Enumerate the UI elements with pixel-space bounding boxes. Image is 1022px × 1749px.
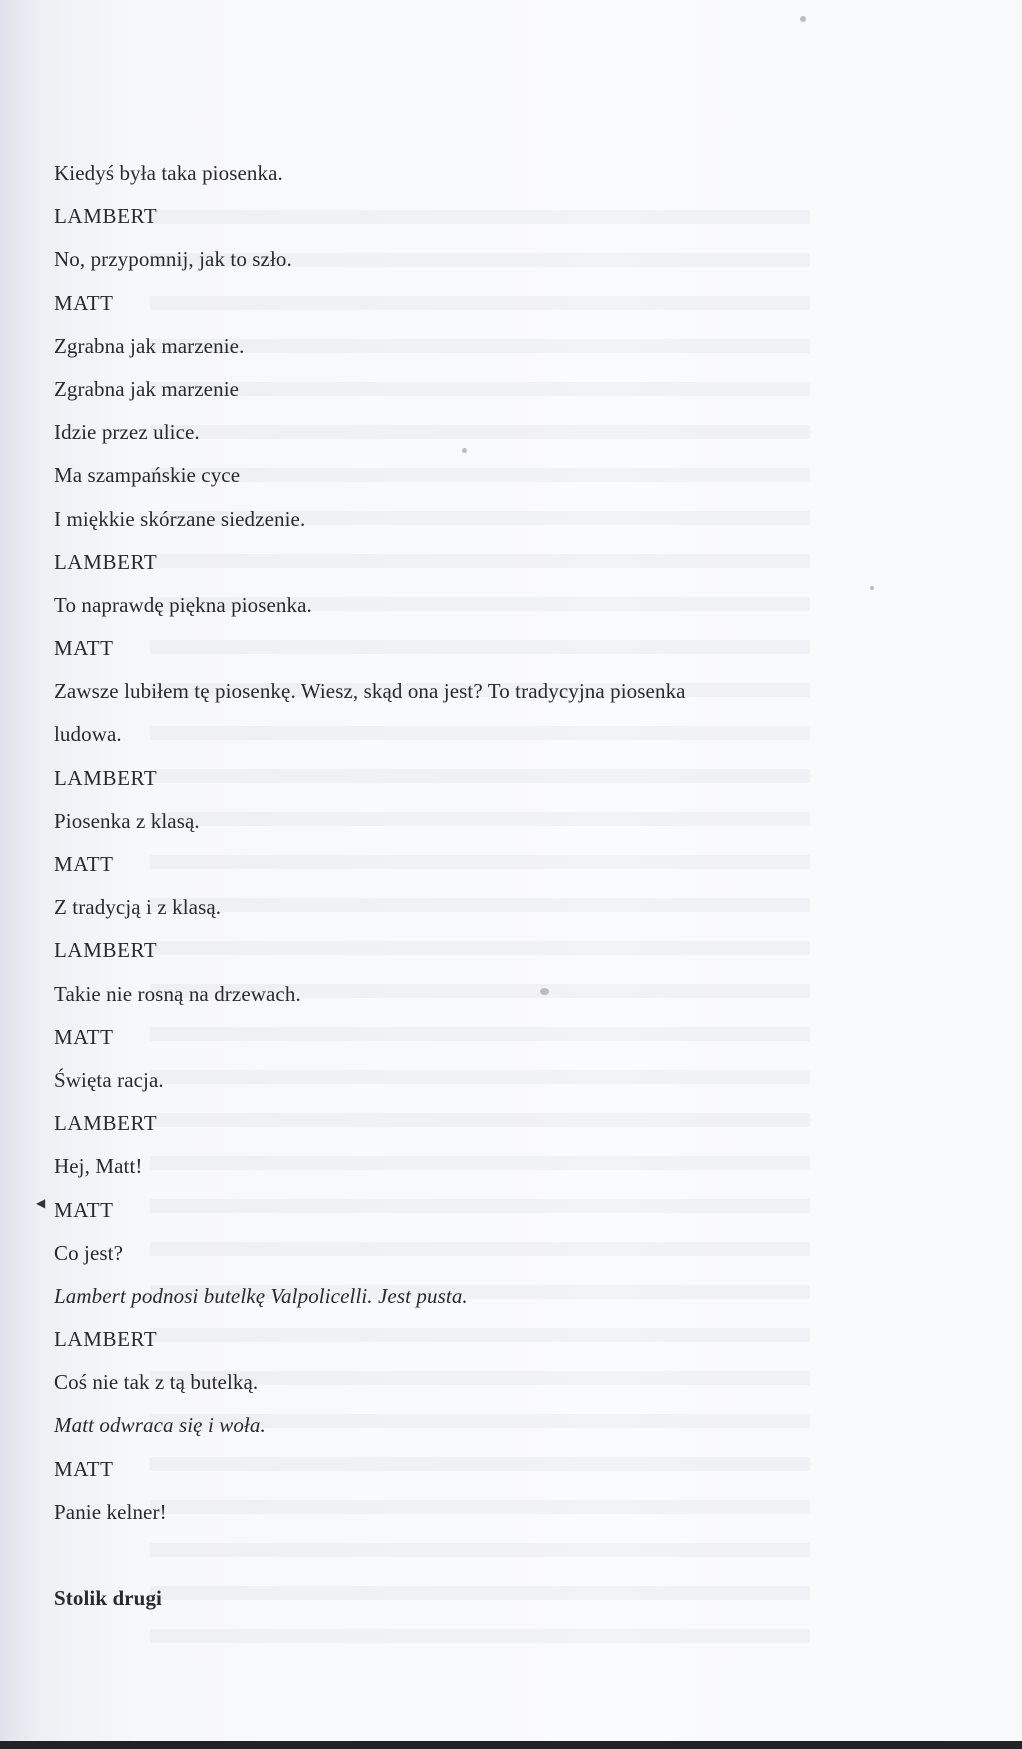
dialogue-line: No, przypomnij, jak to szło.	[54, 247, 292, 272]
dialogue-line: Zawsze lubiłem tę piosenkę. Wiesz, skąd ona jest? To tradycyjna piosenka	[54, 679, 686, 704]
dialogue-line: ludowa.	[54, 722, 122, 747]
speaker-name: LAMBERT	[54, 765, 158, 790]
speaker-name: MATT	[54, 636, 114, 661]
stage-direction: Matt odwraca się i woła.	[54, 1413, 266, 1438]
dialogue-line: Coś nie tak z tą butelką.	[54, 1370, 259, 1395]
speaker-name: MATT	[54, 852, 114, 876]
speaker-name: LAMBERT	[54, 204, 158, 229]
dust-speck	[870, 586, 874, 590]
speaker-name: MATT	[54, 1456, 114, 1481]
speaker-name: LAMBERT	[54, 549, 158, 574]
dialogue-line: Zgrabna jak marzenie.	[54, 333, 245, 358]
scan-edge	[0, 1741, 1022, 1749]
speaker-name: MATT	[54, 1024, 114, 1049]
dialogue-line: Kiedyś była taka piosenka.	[54, 161, 283, 185]
speaker-name: LAMBERT	[54, 1327, 158, 1352]
dialogue-line: Co jest?	[54, 1240, 124, 1265]
dialogue-line: Hej, Matt!	[54, 1154, 143, 1179]
dust-speck	[800, 16, 806, 22]
speaker-name: MATT	[54, 1197, 114, 1222]
song-line: I miękkie skórzane siedzenie.	[54, 506, 306, 531]
dust-speck	[462, 448, 467, 453]
dialogue-line: Z tradycją i z klasą.	[54, 895, 222, 920]
dust-speck	[540, 988, 549, 995]
stage-direction: Lambert podnosi butelkę Valpolicelli. Jest pusta.	[54, 1283, 468, 1308]
speaker-name: LAMBERT	[54, 938, 158, 963]
song-line: Idzie przez ulice.	[54, 420, 200, 445]
dialogue-line: Takie nie rosną na drzewach.	[54, 981, 301, 1006]
song-line: Zgrabna jak marzenie	[54, 376, 240, 401]
dialogue-line: Panie kelner!	[54, 1499, 167, 1524]
margin-arrow-icon: ◀	[36, 1196, 46, 1210]
dialogue-line: Piosenka z klasą.	[54, 808, 200, 833]
speaker-name: LAMBERT	[54, 1111, 158, 1136]
script-text	[54, 152, 954, 1620]
dialogue-line: To naprawdę piękna piosenka.	[54, 592, 312, 617]
dialogue-line: Święta racja.	[54, 1067, 164, 1092]
speaker-name: MATT	[54, 290, 114, 315]
song-line: Ma szampańskie cyce	[54, 463, 241, 488]
section-heading: Stolik drugi	[54, 1586, 162, 1610]
